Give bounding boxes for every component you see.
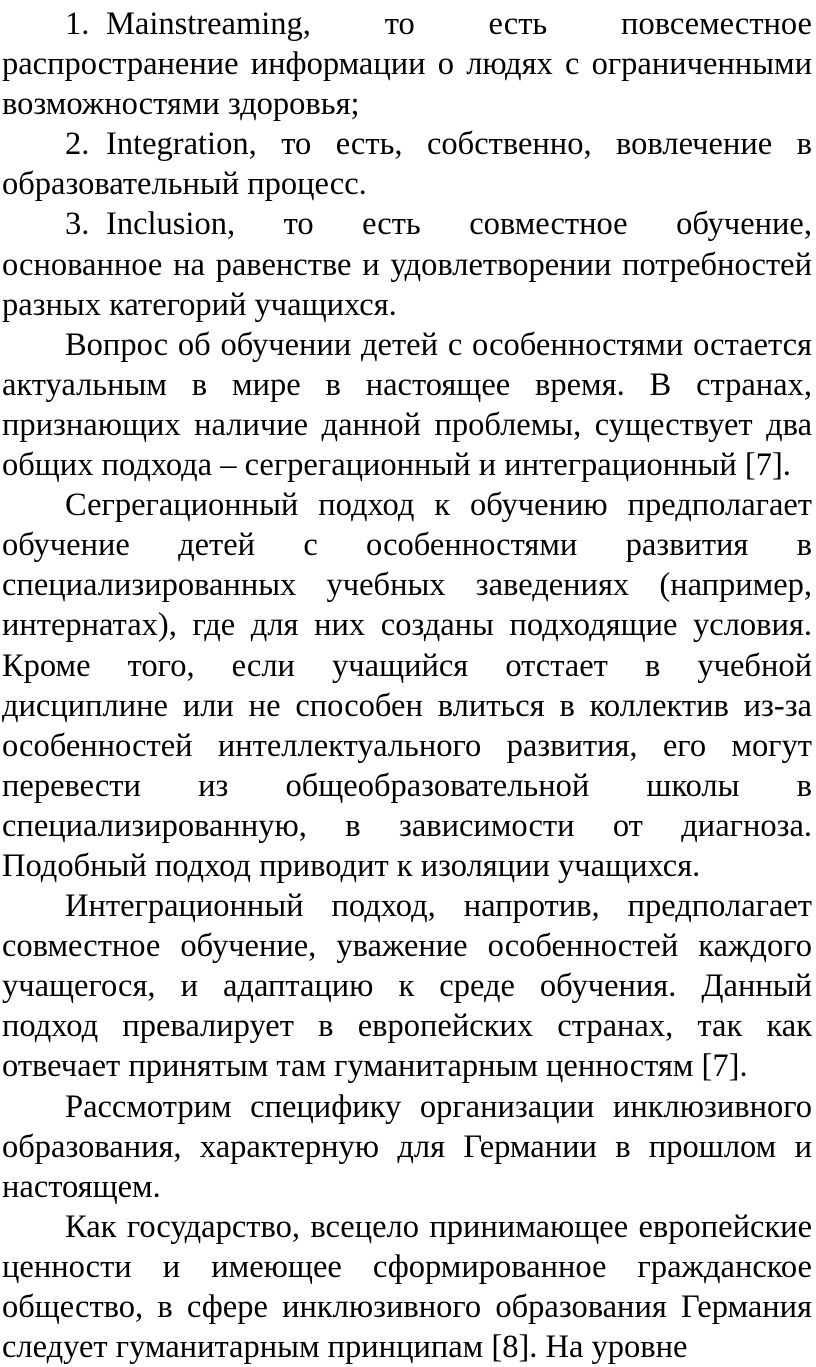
list-item-text: Integration, то есть, собственно, вовлечение в образовательный процесс. <box>2 126 812 203</box>
list-item-text: Mainstreaming, то есть повсеместное распространение информации о людях с ограниченными возможностями здоровья; <box>2 6 812 123</box>
list-item-number: 3. <box>65 206 90 243</box>
list-item-text: Inclusion, то есть совместное обучение, основанное на равенстве и удовлетворении потребностей разных категорий учащихся. <box>2 206 812 323</box>
list-item-number: 2. <box>65 126 90 163</box>
document-page <box>2 4 812 1367</box>
body-paragraph: Вопрос об обучении детей с особенностями остается актуальным в мире в настоящее время. В странах, признающих наличие данной проблемы, существует два общих подхода – сегрегационный и интеграционный [7]. <box>2 326 812 484</box>
body-paragraph: Интеграционный подход, напротив, предполагает совместное обучение, уважение особенностей каждого учащегося, и адаптацию к среде обучения. Данный подход превалирует в европейских странах, так как отвечает принятым там гуманитарным ценностям [7]. <box>2 888 812 1085</box>
body-paragraph: Рассмотрим специфику организации инклюзивного образования, характерную для Германии в прошлом и настоящем. <box>2 1088 812 1205</box>
list-item <box>2 124 812 204</box>
list-item <box>2 4 812 124</box>
body-paragraph: Сегрегационный подход к обучению предполагает обучение детей с особенностями развития в специализированных учебных заведениях (например, интернатах), где для них созданы подходящие условия. Кроме того, если учащийся отстает в учебной дисциплине или не способен влиться в коллектив из-за особенностей интеллектуального развития, его могут перевести из общеобразовательной школы в специализированную, в зависимости от диагноза. Подобный подход приводит к изоляции учащихся. <box>2 487 812 884</box>
list-item <box>2 204 812 324</box>
list-item-number: 1. <box>65 6 90 42</box>
body-paragraph: Как государство, всецело принимающее европейские ценности и имеющее сформированное гражданское общество, в сфере инклюзивного образования Германия следует гуманитарным принципам [8]. На уровне <box>2 1208 812 1366</box>
